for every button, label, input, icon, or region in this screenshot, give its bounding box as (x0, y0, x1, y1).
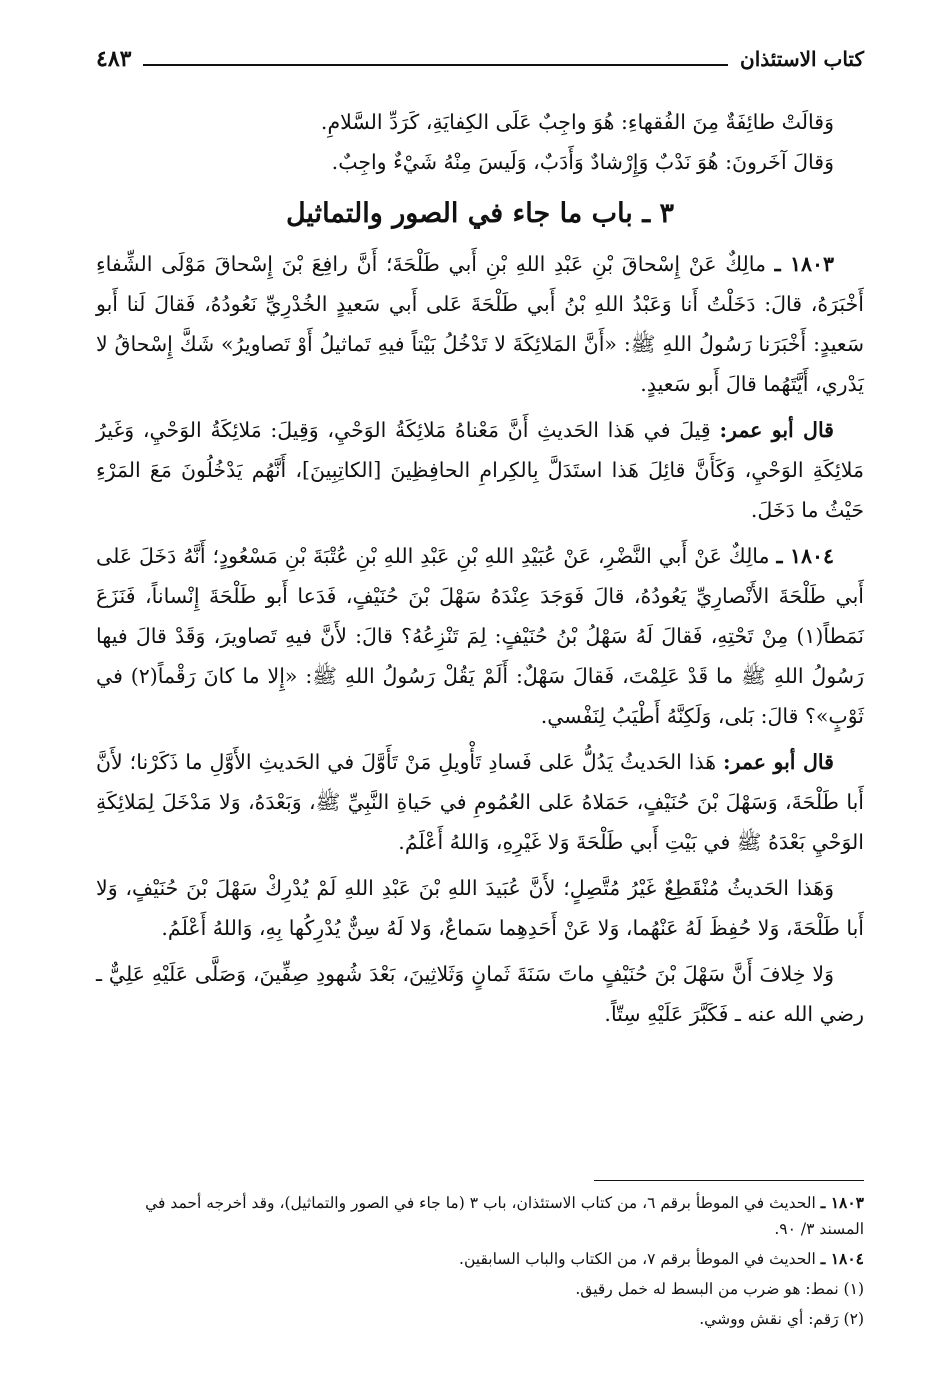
paragraph-akharun: وَقالَ آخَرونَ: هُوَ نَدْبٌ وَإِرْشادٌ وَأَدَبٌ، وَلَيسَ مِنْهُ شَيْءٌ واجِبٌ. (331, 150, 834, 174)
hadith-1803 (96, 244, 864, 404)
footnote-1803 (96, 1190, 864, 1242)
hadith-1804 (96, 536, 864, 736)
hadith-number: ١٨٠٤ ـ (776, 544, 834, 568)
running-header (96, 36, 864, 70)
paragraph-khilaf: وَلا خِلافَ أَنَّ سَهْلَ بْنَ حُنَيْفٍ ماتَ سَنَةَ ثَمانٍ وَثَلاثِينَ، بَعْدَ شُهودِ صِفِّينَ، وَصَلَّى عَلَيْهِ عَلِيٌّ ـ رضي الله عنه ـ فَكَبَّرَ عَلَيْهِ سِتّاً. (96, 962, 864, 1026)
section-heading: ٣ ـ باب ما جاء في الصور والتماثيل (285, 198, 675, 229)
hadith-number: ١٨٠٣ ـ (774, 252, 834, 276)
paragraph-munqati: وَهَذا الحَديثُ مُنْقَطِعٌ غَيْرُ مُتَّصِلٍ؛ لأَنَّ عُبَيدَ اللهِ بْنَ عَبْدِ اللهِ لَمْ يُدْرِكْ سَهْلَ بْنَ حُنَيْفٍ، وَلا أَبا طَلْحَةَ، وَلا حُفِظَ لَهُ عَنْهُما، وَلا عَنْ أَحَدِهِما سَماعٌ، وَلا لَهُ سِنٌّ يُدْرِكُها بِهِ، وَاللهُ أَعْلَمُ. (96, 876, 864, 940)
main-text (96, 102, 864, 1034)
hadith-text: مالِكٌ عَنْ إِسْحاقَ بْنِ عَبْدِ اللهِ بْنِ أَبي طَلْحَةَ؛ أَنَّ رافِعَ بْنَ إِسْحاقَ مَوْلَى الشِّفاءِ أَخْبَرَهُ، قالَ: دَخَلْتُ أَنا وَعَبْدُ اللهِ بْنُ أَبي طَلْحَةَ عَلى أَبي سَعيدٍ الخُدْرِيِّ نَعُودُهُ، فَقالَ لَنا أَبو سَعيدٍ: أَخْبَرَنا رَسُولُ اللهِ ﷺ: «أَنَّ المَلائِكَةَ لا تَدْخُلُ بَيْتاً فيهِ تَماثيلُ أَوْ تَصاويرُ» شَكَّ إِسْحاقُ لا يَدْري، أَيَّتَهُما قالَ أَبو سَعيدٍ. (96, 252, 864, 396)
footnote-number: ١٨٠٣ ـ (820, 1193, 864, 1212)
commentary-label: قال أبو عمر: (719, 418, 834, 442)
commentary-abu-umar-2 (96, 742, 864, 862)
footnote-text: الحديث في الموطأ برقم ٧، من الكتاب والباب السابقين. (459, 1250, 816, 1268)
footnote-number: ١٨٠٤ ـ (820, 1249, 864, 1268)
header-rule (143, 64, 728, 66)
footnote-namat: (١) نمط: هو ضرب من البسط له خمل رقيق. (575, 1280, 864, 1298)
footnotes (96, 1190, 864, 1336)
commentary-label: قال أبو عمر: (722, 750, 834, 774)
commentary-text: قِيلَ في هَذا الحَديثِ أَنَّ مَعْناهُ مَلائِكَةُ الوَحْيِ، وَقِيلَ: مَلائِكَةُ الوَحْيِ، وَغَيرُ مَلائِكَةِ الوَحْيِ، وَكَأَنَّ قائِلَ هَذا استَدَلَّ بِالكِرامِ الحافِظِينَ [الكاتِبِينَ]، أَنَّهُم يَدْخُلُونَ مَعَ المَرْءِ حَيْثُ ما دَخَلَ. (96, 418, 864, 522)
hadith-text: مالِكٌ عَنْ أَبي النَّضْرِ، عَنْ عُبَيْدِ اللهِ بْنِ عَبْدِ اللهِ بْنِ عُتْبَةَ بْنِ مَسْعُودٍ؛ أَنَّهُ دَخَلَ عَلى أَبي طَلْحَةَ الأَنْصارِيِّ يَعُودُهُ، قالَ فَوَجَدَ عِنْدَهُ سَهْلَ بْنَ حُنَيْفٍ، فَدَعا أَبو طَلْحَةَ إِنْساناً، فَنَزَعَ نَمَطاً(١) مِنْ تَحْتِهِ، فَقالَ لَهُ سَهْلُ بْنُ حُنَيْفٍ: لِمَ تَنْزِعُهُ؟ قالَ: لأَنَّ فيهِ تَصاويرَ، وَقَدْ قالَ فيها رَسُولُ اللهِ ﷺ ما قَدْ عَلِمْتَ، فَقالَ سَهْلٌ: أَلَمْ يَقُلْ رَسُولُ اللهِ ﷺ: «إِلا ما كانَ رَقْماً(٢) في ثَوْبٍ»؟ قالَ: بَلى، وَلَكِنَّهُ أَطْيَبُ لِنَفْسي. (96, 544, 864, 728)
page-number: ٤٨٣ (96, 46, 132, 72)
chapter-title: كتاب الاستئذان (740, 47, 864, 71)
commentary-text: هَذا الحَديثُ يَدُلُّ عَلى فَسادِ تَأْويلِ مَنْ تَأَوَّلَ في الحَديثِ الأَوَّلِ ما ذَكَرْنا؛ لأَنَّ أَبا طَلْحَةَ، وَسَهْلَ بْنَ حُنَيْفٍ، حَمَلاهُ عَلى العُمُومِ في حَياةِ النَّبِيِّ ﷺ، وَبَعْدَهُ، وَلا مَدْخَلَ لِمَلائِكَةِ الوَحْيِ بَعْدَهُ ﷺ في بَيْتِ أَبي طَلْحَةَ وَلا غَيْرِهِ، وَاللهُ أَعْلَمُ. (96, 750, 864, 854)
footnote-1804 (96, 1246, 864, 1272)
footnote-separator (594, 1180, 864, 1181)
commentary-abu-umar-1 (96, 410, 864, 530)
footnote-text: الحديث في الموطأ برقم ٦، من كتاب الاستئذان، باب ٣ (ما جاء في الصور والتماثيل)، وقد أخرجه أحمد في المسند ٣/ ٩٠. (145, 1194, 864, 1238)
paragraph-fuqaha: وَقالَتْ طائِفَةٌ مِنَ الفُقهاءِ: هُوَ واجِبٌ عَلَى الكِفايَةِ، كَرَدِّ السَّلامِ. (320, 110, 834, 134)
footnote-raqm: (٢) رَقم: أي نقش ووشي. (699, 1310, 864, 1328)
